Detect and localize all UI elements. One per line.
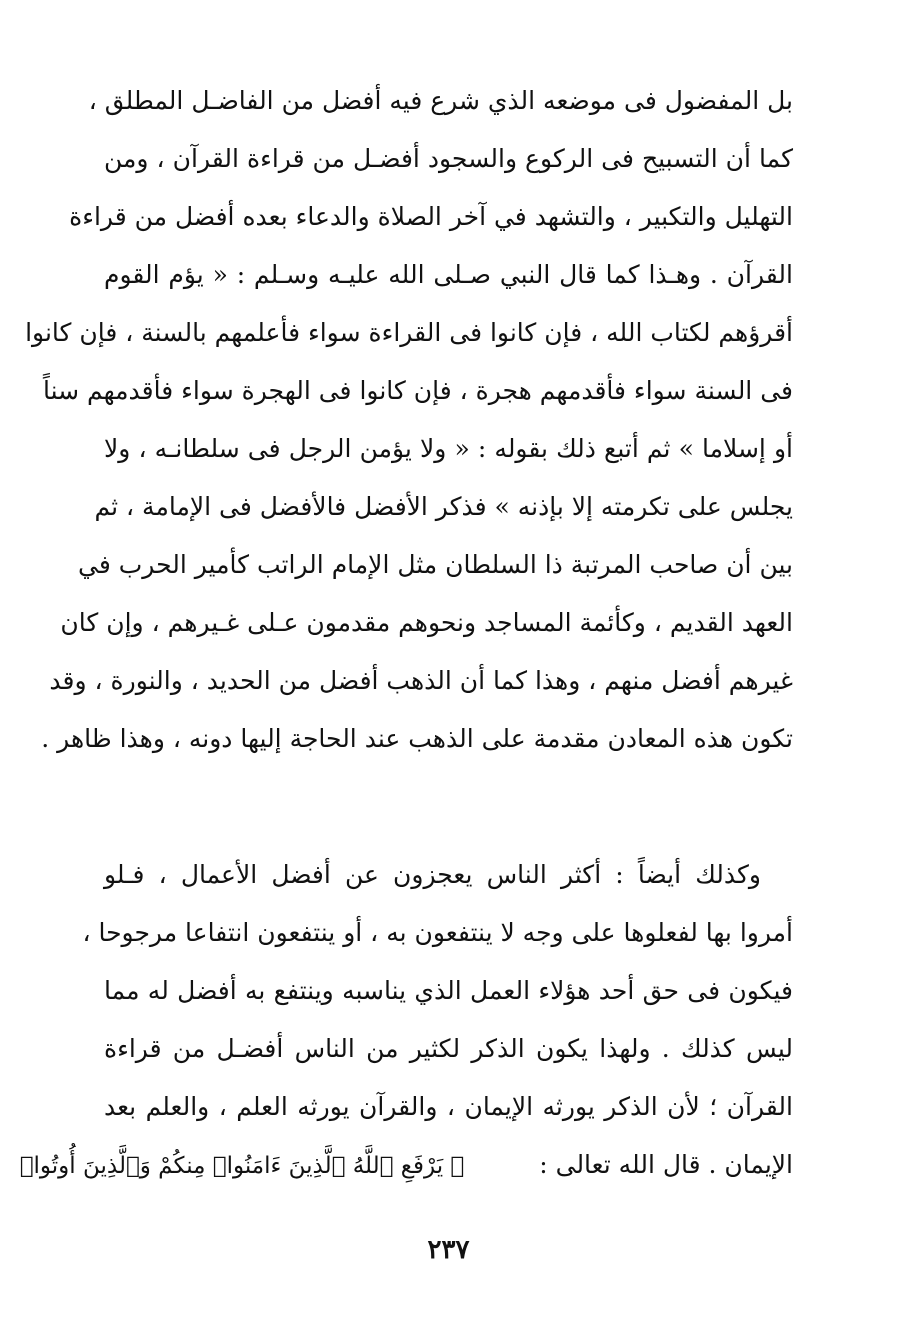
text-line: أقرؤهم لكتاب الله ، فإن كانوا فى القراءة سواء فأعلمهم بالسنة ، فإن كانوا bbox=[25, 318, 793, 347]
text-line: ليس كذلك . ولهذا يكون الذكر لكثير من الناس أفضـل من قراءة bbox=[104, 1034, 793, 1063]
page-number: ٢٣٧ bbox=[427, 1235, 470, 1265]
text-line: فيكون فى حق أحد هؤلاء العمل الذي يناسبه وينتفع به أفضل له مما bbox=[104, 976, 793, 1005]
text-line-with-quran bbox=[19, 1136, 793, 1194]
text-line: القرآن ؛ لأن الذكر يورثه الإيمان ، والقرآن يورثه العلم ، والعلم بعد bbox=[104, 1092, 793, 1121]
text-line: العهد القديم ، وكأئمة المساجد ونحوهم مقدمون عـلى غـيرهم ، وإن كان bbox=[60, 608, 793, 637]
text-line-start: الإيمان . قال الله تعالى : bbox=[539, 1150, 793, 1179]
text-line: بين أن صاحب المرتبة ذا السلطان مثل الإمام الراتب كأمير الحرب في bbox=[78, 550, 793, 579]
text-line: التهليل والتكبير ، والتشهد في آخر الصلاة والدعاء بعده أفضل من قراءة bbox=[69, 202, 793, 231]
text-line: بل المفضول فى موضعه الذي شرع فيه أفضل من الفاضـل المطلق ، bbox=[88, 86, 793, 115]
text-line: وكذلك أيضاً : أكثر الناس يعجزون عن أفضل الأعمال ، فـلو bbox=[104, 860, 761, 889]
text-line: فى السنة سواء فأقدمهم هجرة ، فإن كانوا فى الهجرة سواء فأقدمهم سناً bbox=[42, 376, 793, 405]
text-line: كما أن التسبيح فى الركوع والسجود أفضـل من قراءة القرآن ، ومن bbox=[104, 144, 793, 173]
text-line: أو إسلاما » ثم أتبع ذلك بقوله : « ولا يؤمن الرجل فى سلطانـه ، ولا bbox=[104, 434, 793, 463]
text-line: يجلس على تكرمته إلا بإذنه » فذكر الأفضل فالأفضل فى الإمامة ، ثم bbox=[94, 492, 793, 521]
text-line: أمروا بها لفعلوها على وجه لا ينتفعون به ، أو ينتفعون انتفاعا مرجوحا ، bbox=[82, 918, 793, 947]
text-line: غيرهم أفضل منهم ، وهذا كما أن الذهب أفضل من الحديد ، والنورة ، وقد bbox=[49, 666, 793, 695]
paragraph-2 bbox=[19, 846, 793, 1194]
text-line: القرآن . وهـذا كما قال النبي صـلى الله عليـه وسـلم : « يؤم القوم bbox=[104, 260, 793, 289]
quran-verse-fragment: ﴿ يَرْفَعِ ٱللَّهُ ٱلَّذِينَ ءَامَنُوا۟ مِنكُمْ وَٱلَّذِينَ أُوتُوا۟ bbox=[19, 1153, 465, 1179]
text-line: تكون هذه المعادن مقدمة على الذهب عند الحاجة إليها دونه ، وهذا ظاهر . bbox=[41, 724, 793, 753]
paragraph-1 bbox=[25, 72, 793, 768]
